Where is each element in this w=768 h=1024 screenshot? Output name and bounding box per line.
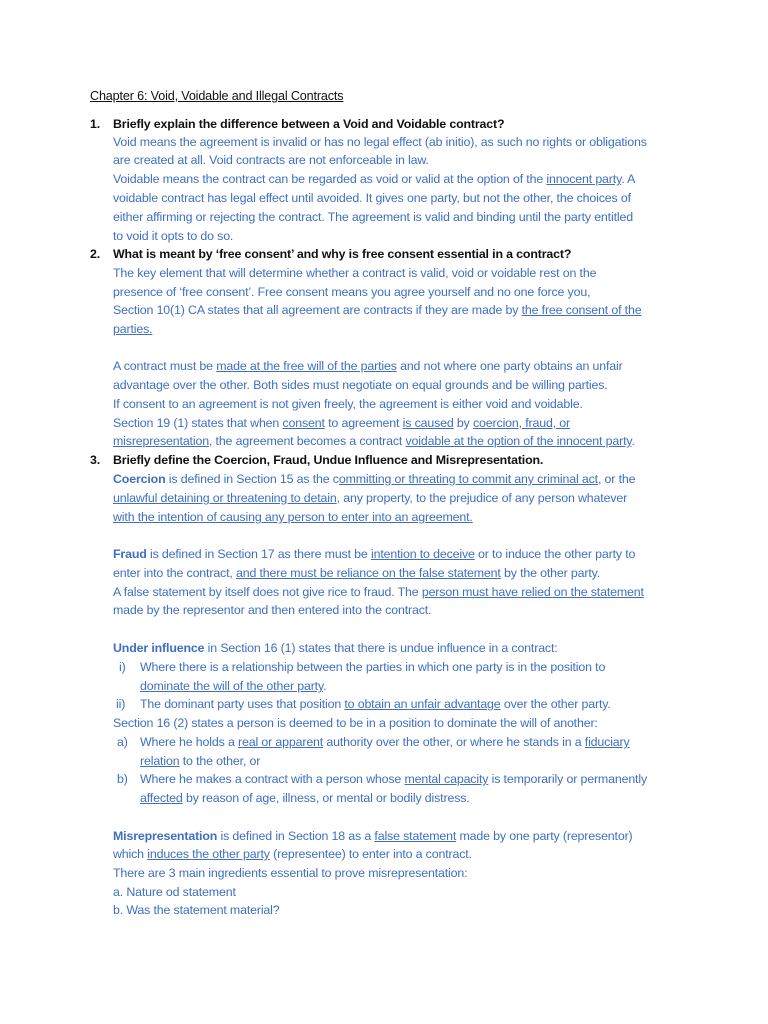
bold-text: Briefly define the Coercion, Fraud, Undue Influence and Misrepresentation. (113, 453, 544, 467)
text-segment: i) (119, 660, 126, 674)
underlined-text: misrepresentation (113, 434, 209, 448)
text-segment: are created at all. Void contracts are not enforceable in law. (113, 153, 429, 167)
text-line (113, 189, 631, 207)
text-segment: Void means the agreement is invalid or has no legal effect (ab initio), as such no rights or obligations (113, 135, 647, 149)
underlined-text: person must have relied on the statement (421, 585, 644, 599)
text-line (140, 789, 470, 807)
text-line (113, 545, 635, 563)
text-line (116, 695, 125, 713)
text-line (113, 564, 600, 582)
text-line (113, 170, 635, 188)
text-segment: to void it opts to do so. (113, 229, 234, 243)
text-line (113, 432, 635, 450)
bold-text: What is meant by ‘free consent’ and why is free consent essential in a contract? (113, 247, 572, 261)
text-line (113, 639, 558, 657)
bold-text: Fraud (113, 547, 147, 561)
text-line (113, 714, 598, 732)
text-segment: either affirming or rejecting the contract. The agreement is valid and binding until the party entitled (113, 210, 633, 224)
underlined-text: affected (140, 791, 183, 805)
text-segment: b) (117, 772, 128, 786)
text-line (140, 695, 611, 713)
text-line (113, 264, 596, 282)
text-line (113, 395, 583, 413)
bold-text: Under influence (113, 641, 205, 655)
text-segment: voidable contract has legal effect until avoided. It gives one party, but not the other, the choices of (113, 191, 631, 205)
text-segment: to agreement (324, 416, 403, 430)
underlined-text: intention to deceive (370, 547, 475, 561)
underlined-text: induces the other party (147, 847, 270, 861)
text-segment: , the agreement becomes a contract (208, 434, 406, 448)
text-segment: A false statement by itself does not give rice to fraud. The (113, 585, 422, 599)
text-line (113, 583, 644, 601)
text-segment: made by one party (representor) (456, 829, 633, 843)
underlined-text: real or apparent (238, 735, 324, 749)
text-line (90, 451, 100, 469)
text-segment: There are 3 main ingredients essential to prove misrepresentation: (113, 866, 468, 880)
text-line (140, 733, 630, 751)
text-line (140, 658, 605, 676)
text-line (119, 658, 126, 676)
text-segment: by the other party. (500, 566, 601, 580)
text-segment: Section 10(1) CA states that all agreement are contracts if they are made by (113, 303, 522, 317)
text-line (113, 227, 233, 245)
underlined-text: consent (282, 416, 325, 430)
text-line (113, 115, 504, 133)
underlined-text: mental capacity (404, 772, 489, 786)
text-line (90, 87, 343, 105)
text-segment: The dominant party uses that position (140, 697, 345, 711)
text-segment: is defined in Section 17 as there must be (146, 547, 371, 561)
bold-text: 1. (90, 117, 101, 131)
text-segment: authority over the other, or where he stands in a (323, 735, 585, 749)
underlined-text: fiduciary (584, 735, 630, 749)
text-segment: ii) (116, 697, 126, 711)
text-segment: advantage over the other. Both sides must negotiate on equal grounds and be willing parties. (113, 378, 608, 392)
text-segment: . (631, 434, 635, 448)
underlined-text: relation (140, 754, 180, 768)
text-line (113, 451, 543, 469)
text-line (113, 376, 608, 394)
underlined-text: Chapter 6: Void, Voidable and Illegal Contracts (90, 89, 344, 103)
underlined-text: voidable at the option of the innocent party (405, 434, 632, 448)
text-segment: Where he holds a (140, 735, 239, 749)
text-segment: (representee) to enter into a contract. (269, 847, 472, 861)
text-segment: Section 16 (2) states a person is deemed to be in a position to dominate the will of another: (113, 716, 598, 730)
text-segment: . (323, 679, 327, 693)
text-line (113, 470, 635, 488)
underlined-text: is caused (402, 416, 454, 430)
text-segment: a) (117, 735, 128, 749)
text-segment: a. Nature od statement (113, 885, 236, 899)
text-line (140, 677, 326, 695)
text-line (90, 115, 100, 133)
text-line (113, 357, 623, 375)
text-line (113, 489, 627, 507)
underlined-text: dominate the will of the other party (140, 679, 324, 693)
text-segment: Voidable means the contract can be regarded as void or valid at the option of the (113, 172, 547, 186)
text-segment: If consent to an agreement is not given freely, the agreement is either void and voidable. (113, 397, 583, 411)
text-segment: enter into the contract, (113, 566, 236, 580)
underlined-text: ommitting or threating to commit any criminal act (338, 472, 598, 486)
text-line (113, 508, 473, 526)
text-line (90, 245, 100, 263)
text-segment: , or the (597, 472, 636, 486)
text-segment: b. Was the statement material? (113, 903, 280, 917)
text-line (113, 414, 570, 432)
text-segment: to the other, or (179, 754, 261, 768)
text-segment: A contract must be (113, 359, 217, 373)
underlined-text: with the intention of causing any person to enter into an agreement. (113, 510, 473, 524)
text-line (140, 770, 647, 788)
text-line (117, 733, 128, 751)
text-line (113, 883, 236, 901)
text-line (113, 864, 467, 882)
text-segment: is defined in Section 18 as a (217, 829, 375, 843)
text-segment: or to induce the other party to (474, 547, 636, 561)
text-segment: and not where one party obtains an unfair (396, 359, 623, 373)
text-line (140, 752, 260, 770)
bold-text: Misrepresentation (113, 829, 218, 843)
text-line (113, 133, 647, 151)
text-line (113, 151, 429, 169)
underlined-text: made at the free will of the parties (216, 359, 397, 373)
bold-text: 2. (90, 247, 101, 261)
text-segment: The key element that will determine whether a contract is valid, void or voidable rest on the (113, 266, 597, 280)
text-line (117, 770, 128, 788)
text-segment: is temporarily or permanently (488, 772, 647, 786)
underlined-text: to obtain an unfair advantage (344, 697, 501, 711)
underlined-text: innocent party (546, 172, 622, 186)
bold-text: Briefly explain the difference between a Void and Voidable contract? (113, 117, 505, 131)
text-segment: , any property, to the prejudice of any person whatever (336, 491, 628, 505)
text-segment: by (453, 416, 474, 430)
text-segment: over the other party. (500, 697, 611, 711)
underlined-text: unlawful detaining or threatening to detain (113, 491, 337, 505)
text-segment: Where there is a relationship between the parties in which one party is in the position to (140, 660, 606, 674)
text-line (113, 208, 633, 226)
underlined-text: parties. (113, 322, 153, 336)
text-segment: presence of ‘free consent’. Free consent means you agree yourself and no one force you, (113, 285, 591, 299)
underlined-text: the free consent of the (521, 303, 642, 317)
text-segment: . A (621, 172, 636, 186)
text-line (113, 827, 633, 845)
underlined-text: and there must be reliance on the false statement (235, 566, 501, 580)
bold-text: 3. (90, 453, 101, 467)
text-segment: is defined in Section 15 as the c (165, 472, 339, 486)
text-line (113, 320, 152, 338)
text-segment: Section 19 (1) states that when (113, 416, 283, 430)
text-line (113, 301, 641, 319)
text-segment: made by the representor and then entered into the contract. (113, 603, 432, 617)
underlined-text: coercion, fraud, or (473, 416, 571, 430)
bold-text: Coercion (113, 472, 166, 486)
text-line (113, 845, 472, 863)
text-segment: Where he makes a contract with a person whose (140, 772, 405, 786)
text-line (113, 601, 431, 619)
text-line (113, 283, 590, 301)
text-line (113, 245, 571, 263)
text-segment: which (113, 847, 148, 861)
text-line (113, 901, 280, 919)
text-segment: in Section 16 (1) states that there is undue influence in a contract: (204, 641, 558, 655)
text-segment: by reason of age, illness, or mental or bodily distress. (182, 791, 470, 805)
underlined-text: false statement (374, 829, 457, 843)
